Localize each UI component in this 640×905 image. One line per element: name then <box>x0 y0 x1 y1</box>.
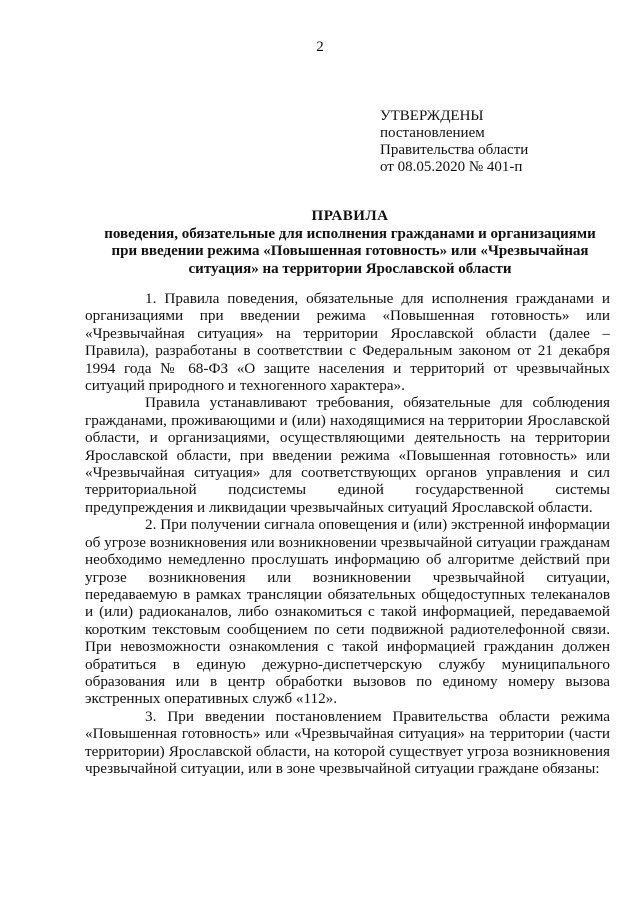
paragraph-4: 3. При введении постановлением Правительства области режима «Повышенная готовность» или «Чрезвычайная ситуация» на территории (части территории) Ярославской области, на которой существует угроза возникновения чрезвычайной ситуации, или в зоне чрезвычайной ситуации граждане обязаны: <box>85 707 610 777</box>
approval-stamp <box>380 108 610 176</box>
paragraph-1: 1. Правила поведения, обязательные для исполнения гражданами и организациями при введении режима «Повышенная готовность» или «Чрезвычайная ситуация» на территории Ярославской области (далее – Правила), разработаны в соответствии с Федеральным законом от 21 декабря 1994 года № 68-ФЗ «О защите населения и территорий от чрезвычайных ситуаций природного и техногенного характера». <box>85 290 610 395</box>
paragraph-2: Правила устанавливают требования, обязательные для соблюдения гражданами, проживающими и (или) находящимися на территории Ярославской области, и организациями, осуществляющими деятельность на территории Ярославской области, при введении режима «Повышенная готовность» или «Чрезвычайная ситуация» для соответствующих органов управления и сил территориальной подсистемы единой государственной системы предупреждения и ликвидации чрезвычайных ситуаций Ярославской области. <box>85 394 610 516</box>
approval-line: постановлением <box>380 125 485 141</box>
title-subtitle-line: при введении режима «Повышенная готовность» или «Чрезвычайная <box>111 243 589 259</box>
page-number: 2 <box>316 39 324 55</box>
title-subtitle-line: поведения, обязательные для исполнения гражданами и организациями <box>104 225 596 242</box>
document-title <box>100 208 600 278</box>
document-body <box>85 290 610 777</box>
title-heading: ПРАВИЛА <box>311 208 389 224</box>
approval-line: Правительства области <box>380 142 529 158</box>
approval-line: УТВЕРЖДЕНЫ <box>380 108 484 124</box>
title-subtitle-line: ситуация» на территории Ярославской области <box>188 260 512 277</box>
paragraph-3: 2. При получении сигнала оповещения и (или) экстренной информации об угрозе возникновения или возникновении чрезвычайной ситуации гражданам необходимо немедленно прослушать информацию об алгоритме действий при угрозе возникновения или возникновении чрезвычайной ситуации, передаваемую в рамках трансляции обязательных общедоступных телеканалов и (или) радиоканалов, либо ознакомиться с такой информацией, передаваемой коротким текстовым сообщением по сети подвижной радиотелефонной связи. При невозможности ознакомления с такой информацией гражданин должен обратиться в единую дежурно-диспетчерскую службу муниципального образования или в центр обработки вызовов по единому номеру вызова экстренных оперативных служб «112». <box>85 516 610 708</box>
approval-line: от 08.05.2020 № 401-п <box>380 159 523 175</box>
